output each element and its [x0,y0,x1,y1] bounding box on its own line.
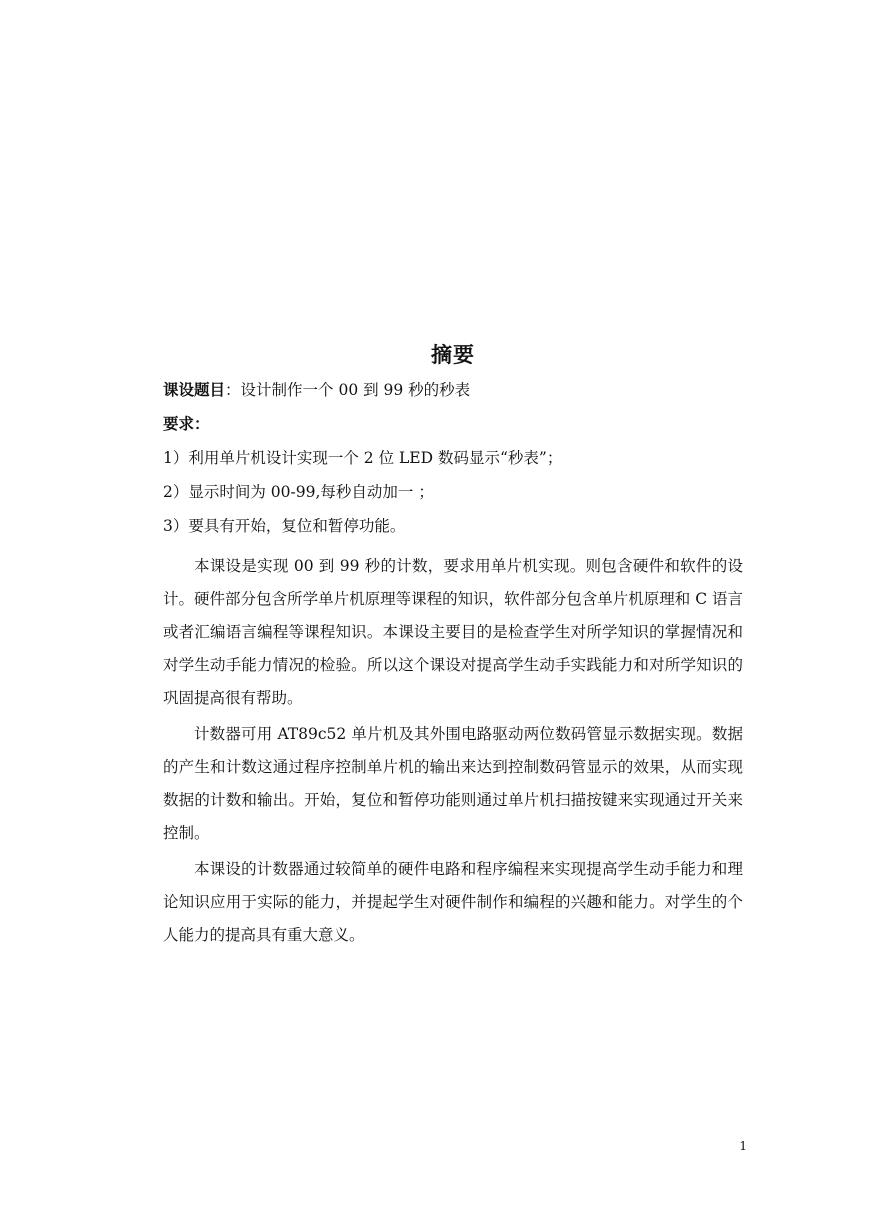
body-paragraph: 本课设是实现 00 到 99 秒的计数，要求用单片机实现。则包含硬件和软件的设计。硬件部分包含所学单片机原理等课程的知识，软件部分包含单片机原理和 C 语言或者汇编语言编程等课程知识。本课设主要目的是检查学生对所学知识的掌握情况和对学生动手能力情况的检验。所以这个课设对提高学生动手实践能力和对所学知识的巩固提高很有帮助。 [163,557,743,707]
body-paragraph: 计数器可用 AT89c52 单片机及其外围电路驱动两位数码管显示数据实现。数据的产生和计数这通过程序控制单片机的输出来达到控制数码管显示的效果，从而实现数据的计数和输出。开始，复位和暂停功能则通过单片机扫描按键来实现通过开关来控制。 [163,725,743,842]
requirement-item: 3）要具有开始，复位和暂停功能。 [163,517,406,535]
body-paragraph: 本课设的计数器通过较简单的硬件电路和程序编程来实现提高学生动手能力和理论知识应用于实际的能力，并提起学生对硬件制作和编程的兴趣和能力。对学生的个人能力的提高具有重大意义。 [163,860,743,944]
requirement-item: 1）利用单片机设计实现一个 2 位 LED 数码显示“秒表”； [163,449,563,467]
topic-colon: ： [225,381,241,399]
topic-value: 设计制作一个 00 到 99 秒的秒表 [240,381,471,399]
requirements-label: 要求： [163,414,210,433]
page-title: 摘要 [431,343,475,367]
topic-label: 课设题目 [163,380,226,399]
page-number: 1 [739,1139,747,1153]
abstract-section [163,338,743,955]
topic-line [163,380,743,400]
requirement-item: 2）显示时间为 00-99,每秒自动加一 ； [163,483,434,501]
